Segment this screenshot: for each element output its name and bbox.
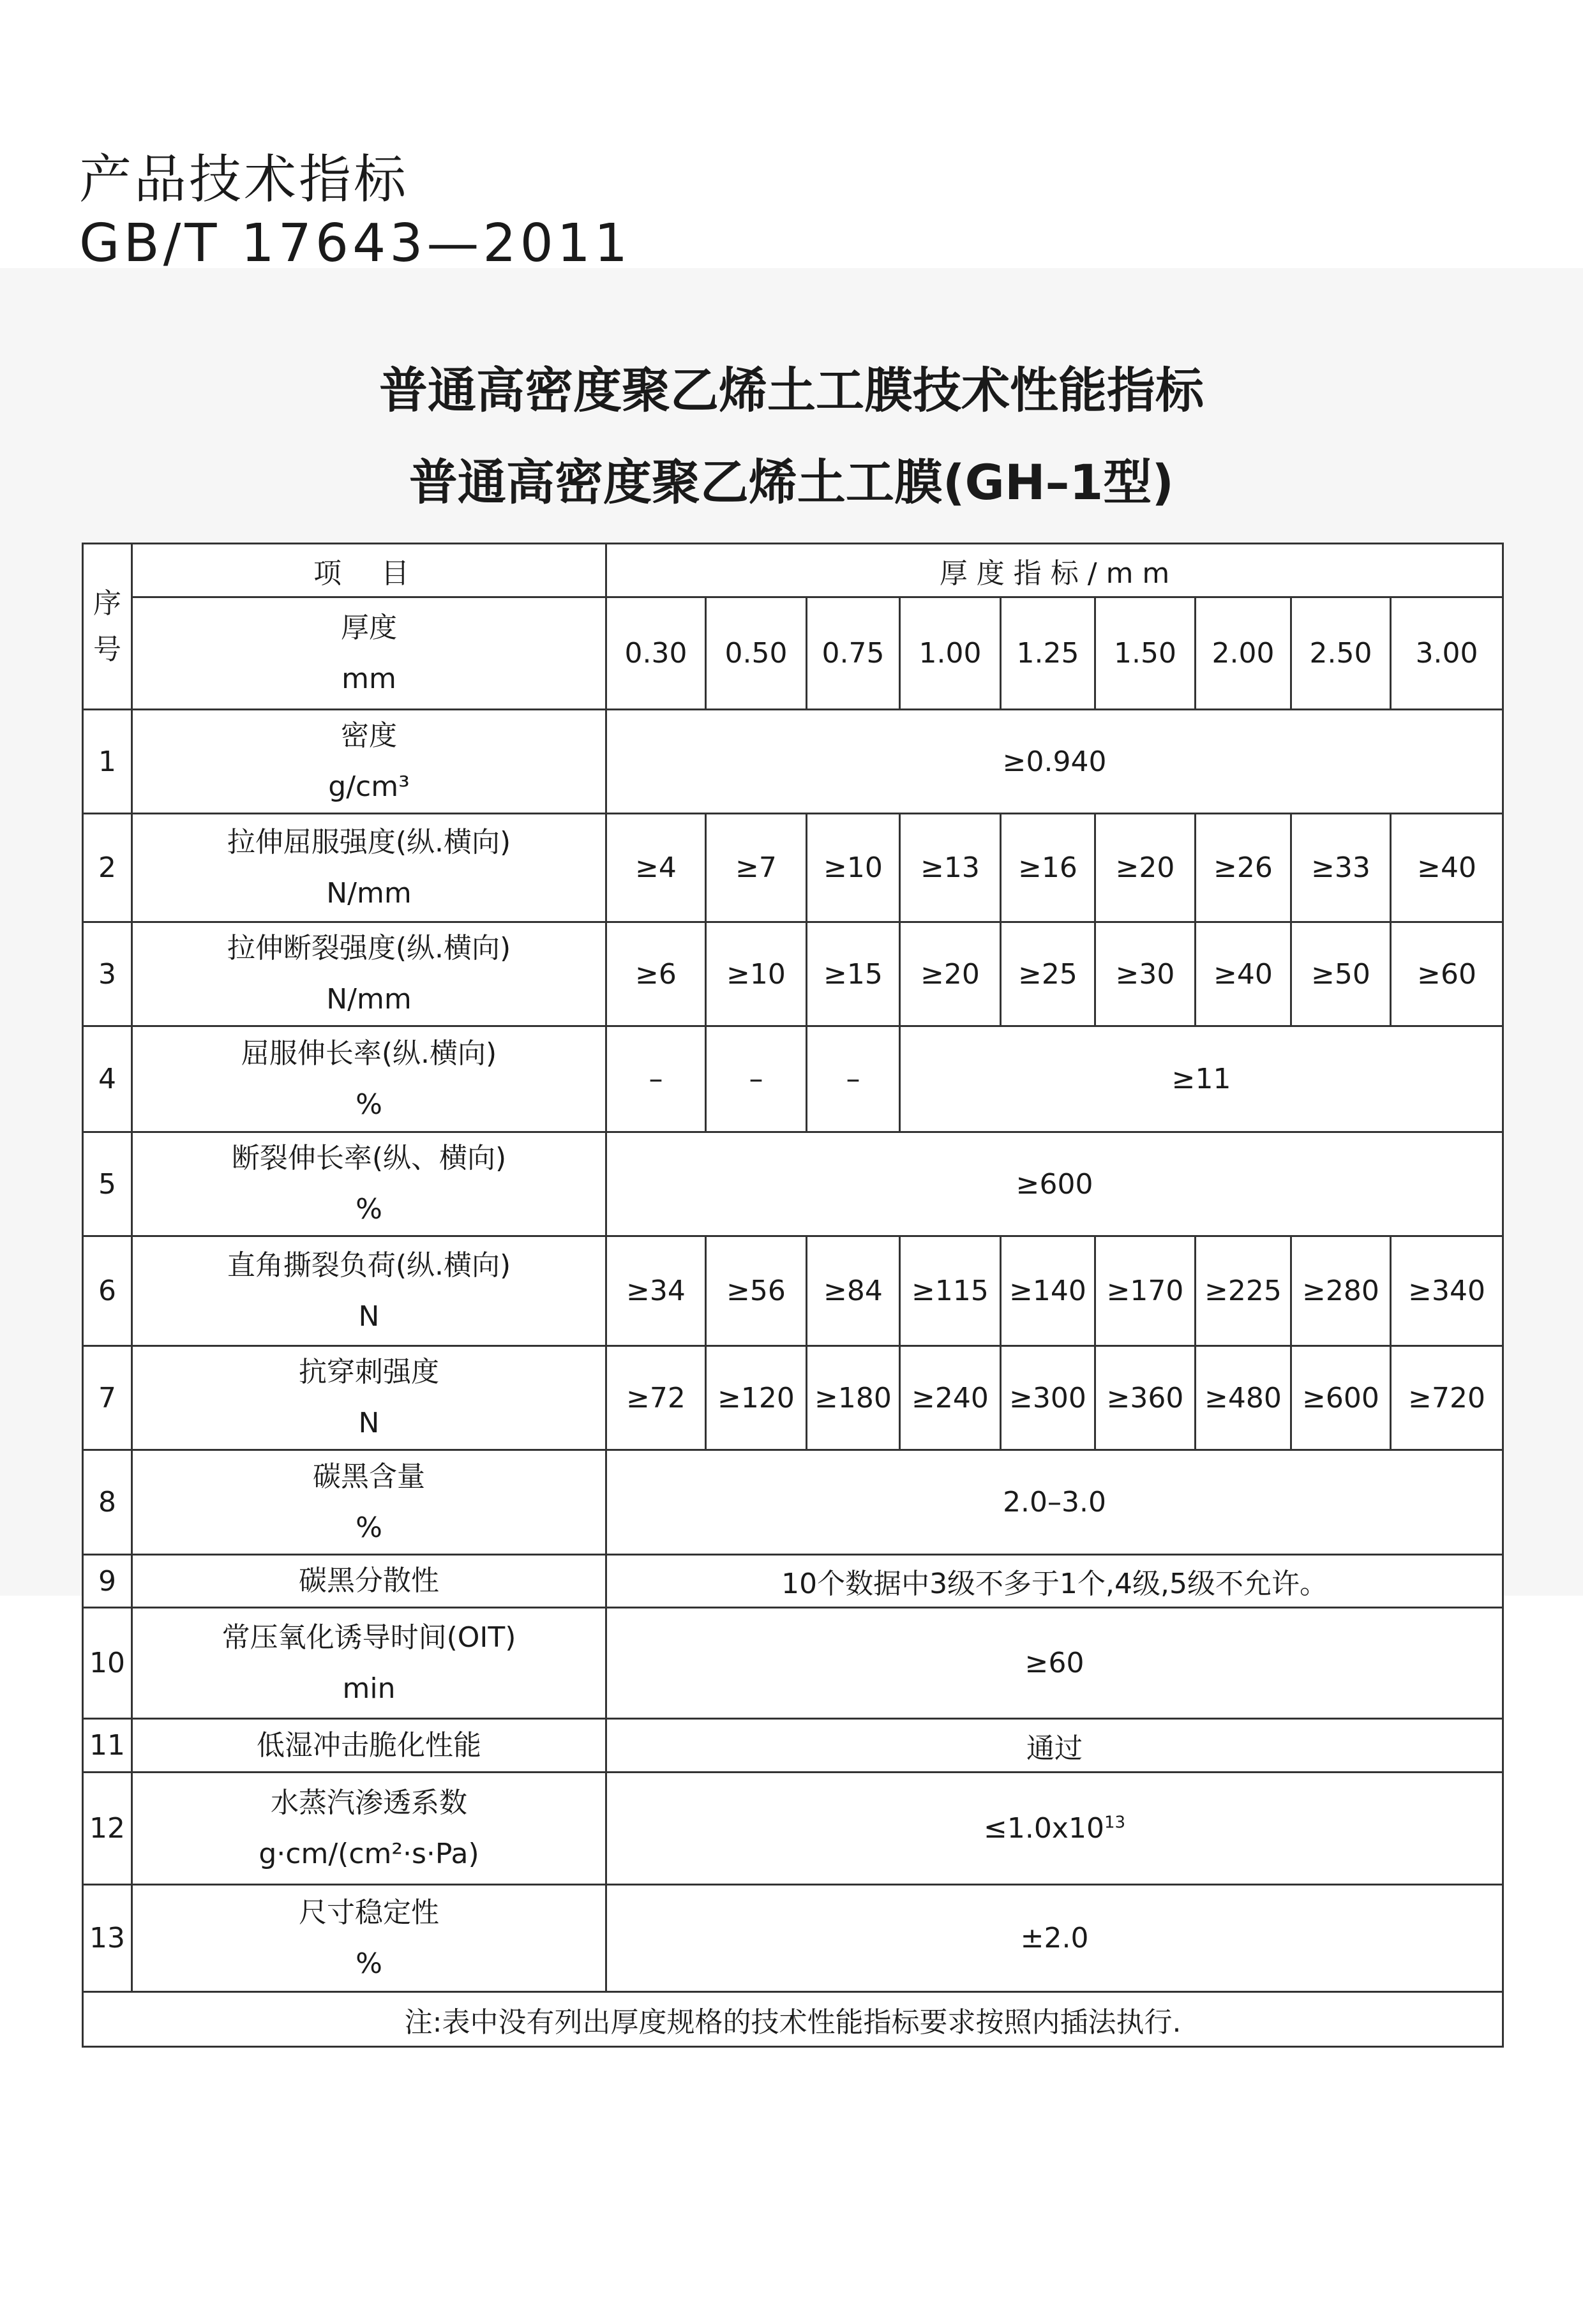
property-name: 水蒸汽渗透系数 [271, 1786, 467, 1819]
row-number: 6 [83, 1236, 132, 1346]
spec-header: 厚 度 指 标 / m m [606, 544, 1503, 597]
property-unit: g·cm/(cm²·s·Pa) [259, 1837, 479, 1870]
property-cell [132, 1885, 606, 1992]
spec-value: ≥480 [1196, 1346, 1291, 1450]
spec-value: ≥180 [807, 1346, 900, 1450]
thickness-value: 0.75 [807, 597, 900, 710]
table-row [83, 710, 1503, 814]
row-number: 13 [83, 1885, 132, 1992]
property-name: 抗穿刺强度 [299, 1356, 439, 1388]
table-row [83, 1773, 1503, 1885]
spec-value: ≥600 [606, 1132, 1503, 1236]
property-unit: % [356, 1947, 382, 1980]
spec-value: ≥10 [807, 814, 900, 922]
property-unit: N/mm [326, 876, 412, 910]
table-row [83, 1026, 1503, 1132]
spec-value: ≥34 [606, 1236, 706, 1346]
property-cell [132, 1026, 606, 1132]
property-unit: N [358, 1407, 380, 1439]
property-name: 常压氧化诱导时间(OIT) [221, 1621, 516, 1654]
spec-value: ≥25 [1001, 922, 1095, 1026]
spec-value-exponent: 13 [1104, 1813, 1126, 1833]
spec-value-base: ≤1.0x10 [984, 1812, 1104, 1845]
spec-value: – [706, 1026, 807, 1132]
note-row [83, 1992, 1503, 2047]
row-number: 9 [83, 1555, 132, 1608]
thickness-value: 1.50 [1095, 597, 1196, 710]
property-cell [132, 1719, 606, 1773]
spec-value: ≥120 [706, 1346, 807, 1450]
table-row [83, 1885, 1503, 1992]
table-row [83, 814, 1503, 922]
spec-value: ≥360 [1095, 1346, 1196, 1450]
table-row [83, 1719, 1503, 1773]
table-row [83, 922, 1503, 1026]
spec-value: ≥11 [900, 1026, 1503, 1132]
row-number: 7 [83, 1346, 132, 1450]
standard-number: GB/T 17643—2011 [79, 213, 632, 274]
table-header-row [83, 544, 1503, 597]
property-cell [132, 1132, 606, 1236]
spec-value: 10个数据中3级不多于1个,4级,5级不允许。 [606, 1555, 1503, 1608]
row-number: 4 [83, 1026, 132, 1132]
spec-value: ≥16 [1001, 814, 1095, 922]
spec-value: ≥10 [706, 922, 807, 1026]
table-title: 普通高密度聚乙烯土工膜技术性能指标 [379, 362, 1204, 419]
table-row [83, 1236, 1503, 1346]
property-name: 密度 [341, 719, 397, 752]
spec-value: ≥115 [900, 1236, 1001, 1346]
spec-value: ≥240 [900, 1346, 1001, 1450]
table-row [83, 1132, 1503, 1236]
spec-value: ≥15 [807, 922, 900, 1026]
spec-value [606, 1773, 1503, 1885]
table-row [83, 1608, 1503, 1719]
spec-value: ≥280 [1291, 1236, 1391, 1346]
row-number: 11 [83, 1719, 132, 1773]
spec-value: ≥4 [606, 814, 706, 922]
spec-value: ≥300 [1001, 1346, 1095, 1450]
property-name: 直角撕裂负荷(纵.横向) [227, 1248, 511, 1282]
row-number: 3 [83, 922, 132, 1026]
property-name: 低湿冲击脆化性能 [257, 1728, 481, 1762]
property-unit: g/cm³ [328, 770, 410, 803]
spec-value: ≥600 [1291, 1346, 1391, 1450]
property-cell [132, 1555, 606, 1608]
spec-value: ≥20 [1095, 814, 1196, 922]
row-number: 12 [83, 1773, 132, 1885]
spec-value: ≥60 [606, 1608, 1503, 1719]
thickness-value: 0.30 [606, 597, 706, 710]
property-unit: min [342, 1672, 396, 1705]
spec-value: – [606, 1026, 706, 1132]
property-cell [132, 1450, 606, 1555]
property-unit: N [358, 1300, 380, 1333]
property-name: 尺寸稳定性 [299, 1896, 439, 1929]
property-cell [132, 1773, 606, 1885]
property-unit: % [356, 1511, 382, 1544]
thickness-label-cell: 厚度 mm [132, 597, 606, 710]
spec-value: ≥33 [1291, 814, 1391, 922]
property-unit: % [356, 1088, 382, 1121]
spec-value: ≥225 [1196, 1236, 1291, 1346]
spec-value: ≥26 [1196, 814, 1291, 922]
spec-value: ≥0.940 [606, 710, 1503, 814]
property-cell [132, 1346, 606, 1450]
property-name: 碳黑含量 [313, 1460, 425, 1493]
spec-table [82, 543, 1504, 2048]
thickness-value: 3.00 [1391, 597, 1503, 710]
table-row [83, 1555, 1503, 1608]
table-note: 注:表中没有列出厚度规格的技术性能指标要求按照内插法执行. [83, 1992, 1503, 2047]
spec-value: 通过 [606, 1719, 1503, 1773]
table-row [83, 1346, 1503, 1450]
spec-value: – [807, 1026, 900, 1132]
thickness-value: 0.50 [706, 597, 807, 710]
spec-value: ≥6 [606, 922, 706, 1026]
spec-value: ≥170 [1095, 1236, 1196, 1346]
table-subtitle: 普通高密度聚乙烯土工膜(GH–1型) [409, 454, 1174, 511]
property-name: 屈服伸长率(纵.横向) [241, 1037, 497, 1070]
spec-value: ≥20 [900, 922, 1001, 1026]
thickness-value: 2.00 [1196, 597, 1291, 710]
property-name: 碳黑分散性 [299, 1564, 439, 1597]
spec-value: ≥84 [807, 1236, 900, 1346]
spec-value: ≥50 [1291, 922, 1391, 1026]
document-heading: 产品技术指标 [79, 149, 409, 210]
spec-value: ≥56 [706, 1236, 807, 1346]
spec-value: ≥720 [1391, 1346, 1503, 1450]
spec-value: ≥7 [706, 814, 807, 922]
spec-value: ≥140 [1001, 1236, 1095, 1346]
spec-value: ≥40 [1196, 922, 1291, 1026]
thickness-row [83, 597, 1503, 710]
row-number: 10 [83, 1608, 132, 1719]
property-cell [132, 814, 606, 922]
spec-value: ≥60 [1391, 922, 1503, 1026]
thickness-value: 1.25 [1001, 597, 1095, 710]
property-cell [132, 1608, 606, 1719]
row-number: 8 [83, 1450, 132, 1555]
row-number: 5 [83, 1132, 132, 1236]
item-header: 项 目 [132, 544, 606, 597]
spec-value: ≥72 [606, 1346, 706, 1450]
property-unit: N/mm [326, 983, 412, 1016]
property-name: 拉伸断裂强度(纵.横向) [227, 932, 511, 964]
spec-value: ≥340 [1391, 1236, 1503, 1346]
spec-value: ≥40 [1391, 814, 1503, 922]
row-number: 2 [83, 814, 132, 922]
spec-value: ≥13 [900, 814, 1001, 922]
spec-value: 2.0–3.0 [606, 1450, 1503, 1555]
row-number: 1 [83, 710, 132, 814]
property-name: 断裂伸长率(纵、横向) [231, 1142, 507, 1174]
table-row [83, 1450, 1503, 1555]
property-cell [132, 710, 606, 814]
seq-header: 序 号 [83, 544, 132, 710]
spec-value: ±2.0 [606, 1885, 1503, 1992]
spec-value: ≥30 [1095, 922, 1196, 1026]
thickness-value: 1.00 [900, 597, 1001, 710]
property-cell [132, 1236, 606, 1346]
property-cell [132, 922, 606, 1026]
property-unit: % [356, 1193, 382, 1226]
property-name: 拉伸屈服强度(纵.横向) [227, 825, 511, 858]
thickness-value: 2.50 [1291, 597, 1391, 710]
